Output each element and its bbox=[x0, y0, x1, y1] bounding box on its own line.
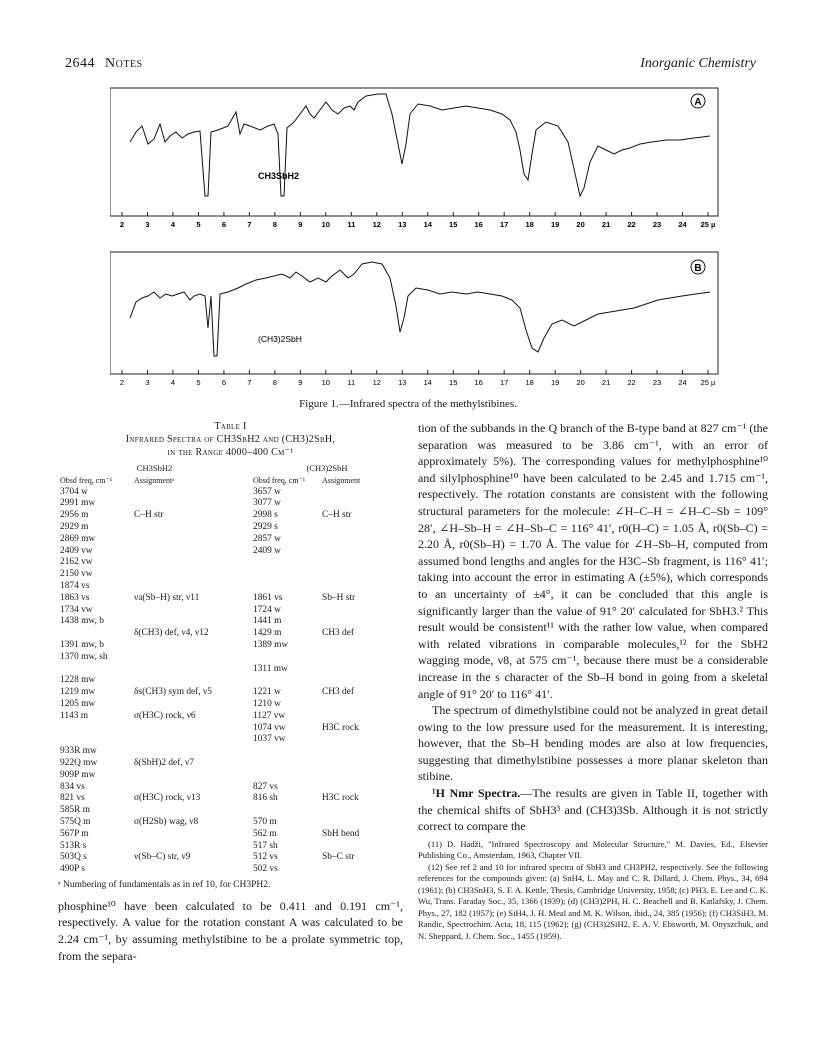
table-row bbox=[58, 605, 403, 617]
table-cell bbox=[320, 605, 403, 617]
axis-tick-label: 3 bbox=[145, 220, 150, 229]
axis-tick-label: 5 bbox=[196, 220, 201, 229]
table-cell bbox=[320, 522, 403, 534]
table-cell bbox=[251, 581, 320, 593]
table-cell bbox=[320, 805, 403, 817]
table-row bbox=[58, 841, 403, 853]
axis-tick-label: 9 bbox=[298, 220, 303, 229]
table-cell: Sb–C str bbox=[322, 852, 355, 863]
table-cell bbox=[320, 581, 403, 593]
table-cell: 567P m bbox=[60, 828, 89, 839]
axis-tick-label: 17 bbox=[500, 378, 509, 387]
section-label: Notes bbox=[105, 56, 143, 71]
table-cell: 570 m bbox=[253, 816, 277, 827]
axis-tick-label: 22 bbox=[627, 378, 636, 387]
table-row bbox=[58, 793, 403, 805]
table-body bbox=[58, 487, 403, 876]
axis-tick-label: 8 bbox=[272, 220, 277, 229]
axis-tick-label: 15 bbox=[449, 220, 458, 229]
table-row bbox=[58, 770, 403, 782]
table-cell: C–H str bbox=[134, 510, 164, 521]
table-title-block bbox=[58, 420, 403, 459]
table-cell bbox=[320, 734, 403, 746]
left-body-text: phosphine¹⁰ have been calculated to be 0.411 and 0.191 cm⁻¹, respectively. A value for the rotation constant A was calculated to be 2.24 cm⁻¹, by assuming methylstibine to be a prolate symmetric top, from the separa- bbox=[58, 898, 403, 963]
table-cell: 1391 mw, b bbox=[60, 639, 104, 650]
table-cell: H3C rock bbox=[322, 722, 359, 733]
table-cell: 1861 vs bbox=[253, 592, 283, 603]
table-cell bbox=[320, 782, 403, 794]
table-cell bbox=[251, 758, 320, 770]
table-cell: 1389 mw bbox=[253, 639, 289, 650]
table-cell bbox=[320, 569, 403, 581]
table-row bbox=[58, 711, 403, 723]
page-number-and-section bbox=[65, 56, 143, 72]
table-cell bbox=[132, 746, 251, 758]
group-label-2: (CH3)2SbH bbox=[303, 463, 350, 473]
table-cell: 2998 s bbox=[253, 510, 278, 521]
table-cell: σ(H3C) rock, ν13 bbox=[134, 793, 201, 804]
table-cell: 2869 mw bbox=[60, 533, 96, 544]
table-cell bbox=[320, 640, 403, 652]
table-cell bbox=[132, 652, 251, 664]
axis-tick-label: 3 bbox=[145, 378, 150, 387]
table-row bbox=[58, 852, 403, 864]
axis-tick-label: 7 bbox=[247, 378, 252, 387]
table-cell: 834 vs bbox=[60, 781, 85, 792]
table-cell bbox=[320, 616, 403, 628]
table-cell bbox=[132, 605, 251, 617]
table-cell: 1221 w bbox=[253, 687, 281, 698]
col-header-assign-1: Assignmentᵃ bbox=[134, 475, 175, 485]
table-cell: 503Q s bbox=[60, 852, 87, 863]
table-row bbox=[58, 734, 403, 746]
table-row bbox=[58, 664, 403, 676]
axis-tick-label: 24 bbox=[678, 220, 687, 229]
table-cell bbox=[132, 640, 251, 652]
axis-tick-label: 2 bbox=[119, 220, 125, 229]
table-cell: 2162 vw bbox=[60, 557, 93, 568]
axis-tick-label: 21 bbox=[601, 220, 611, 229]
panel-a-badge: A bbox=[694, 97, 702, 108]
panel-b-compound: (CH3)2SbH bbox=[258, 334, 302, 344]
table-column bbox=[58, 420, 403, 964]
table-row bbox=[58, 723, 403, 735]
right-column bbox=[418, 420, 768, 942]
axis-tick-label: 6 bbox=[221, 378, 226, 387]
table-cell bbox=[320, 534, 403, 546]
table-row bbox=[58, 817, 403, 829]
table-cell: 821 vs bbox=[60, 793, 85, 804]
group-header-2 bbox=[251, 461, 403, 475]
table-cell bbox=[58, 628, 132, 640]
table-cell: Sb–H str bbox=[322, 592, 356, 603]
axis-tick-label: 15 bbox=[449, 378, 458, 387]
table-cell bbox=[132, 581, 251, 593]
table-row bbox=[58, 593, 403, 605]
axis-tick-label: 2 bbox=[119, 378, 125, 387]
table-cell: 1210 w bbox=[253, 698, 281, 709]
table-cell: 1143 m bbox=[60, 710, 89, 721]
axis-tick-label: 7 bbox=[247, 220, 252, 229]
axis-tick-label: 17 bbox=[500, 220, 509, 229]
table-row bbox=[58, 616, 403, 628]
table-cell: 562 m bbox=[253, 828, 277, 839]
axis-tick-label: 9 bbox=[298, 378, 303, 387]
table-row bbox=[58, 487, 403, 499]
axis-tick-label: 4 bbox=[170, 220, 176, 229]
table-row bbox=[58, 557, 403, 569]
table-cell bbox=[132, 734, 251, 746]
table-cell bbox=[320, 699, 403, 711]
table-cell: 517 sh bbox=[253, 840, 278, 851]
table-cell bbox=[251, 805, 320, 817]
table-cell: C–H str bbox=[322, 510, 352, 521]
table-row bbox=[58, 746, 403, 758]
table-cell: 1074 vw bbox=[253, 722, 286, 733]
spectrum-b-plot bbox=[110, 248, 720, 398]
table-cell: 1205 mw bbox=[60, 698, 96, 709]
table-cell: 933R mw bbox=[60, 746, 97, 757]
table-row bbox=[58, 546, 403, 558]
table-row bbox=[58, 758, 403, 770]
table-cell bbox=[320, 487, 403, 499]
axis-tick-label: 6 bbox=[221, 220, 226, 229]
table-cell: CH3 def bbox=[322, 687, 355, 698]
panel-a-compound: CH3SbH2 bbox=[258, 171, 300, 181]
table-cell: 3704 w bbox=[60, 486, 88, 497]
table-cell bbox=[132, 534, 251, 546]
table-cell: 909P mw bbox=[60, 769, 96, 780]
axis-tick-label: 23 bbox=[652, 220, 662, 229]
table-row bbox=[58, 782, 403, 794]
axis-tick-label: 24 bbox=[678, 378, 687, 387]
col-header-freq-1: Obsd freq, cm⁻¹ bbox=[60, 475, 113, 485]
table-row bbox=[58, 569, 403, 581]
spectrum-b-ticks bbox=[120, 370, 716, 387]
table-cell: δs(CH3) sym def, ν5 bbox=[134, 687, 212, 698]
table-row bbox=[58, 675, 403, 687]
table-cell bbox=[132, 664, 251, 676]
table-cell: H3C rock bbox=[322, 793, 359, 804]
table-row bbox=[58, 699, 403, 711]
table-row bbox=[58, 628, 403, 640]
journal-name: Inorganic Chemistry bbox=[640, 56, 756, 71]
table-cell: 585R m bbox=[60, 805, 90, 816]
table-cell bbox=[132, 498, 251, 510]
table-cell bbox=[132, 841, 251, 853]
table-cell bbox=[320, 817, 403, 829]
table-cell bbox=[251, 746, 320, 758]
axis-tick-label: 13 bbox=[398, 378, 407, 387]
table-row bbox=[58, 687, 403, 699]
table-cell: 490P s bbox=[60, 864, 85, 875]
table-cell: 2929 m bbox=[60, 521, 89, 532]
table-cell: 1127 vw bbox=[253, 710, 286, 721]
table-cell bbox=[132, 805, 251, 817]
panel-b-badge: B bbox=[694, 263, 702, 274]
table-cell bbox=[320, 652, 403, 664]
axis-tick-label: 25 µ bbox=[700, 378, 716, 387]
table-cell bbox=[320, 498, 403, 510]
axis-tick-label: 19 bbox=[550, 220, 560, 229]
axis-tick-label: 12 bbox=[372, 220, 381, 229]
table-row bbox=[58, 581, 403, 593]
col-header-freq-2: Obsd freq, cm⁻¹ bbox=[253, 475, 306, 485]
table-row bbox=[58, 522, 403, 534]
table-cell bbox=[320, 546, 403, 558]
table-cell bbox=[132, 723, 251, 735]
table-cell: 2956 m bbox=[60, 510, 89, 521]
table-row bbox=[58, 805, 403, 817]
table-row bbox=[58, 534, 403, 546]
table-cell: 1429 m bbox=[253, 628, 282, 639]
references bbox=[418, 839, 768, 943]
axis-tick-label: 11 bbox=[347, 378, 356, 387]
table-cell: 513R s bbox=[60, 840, 87, 851]
col-header-assign-2: Assignment bbox=[322, 475, 361, 485]
axis-tick-label: 11 bbox=[347, 220, 356, 229]
table-row bbox=[58, 652, 403, 664]
table-cell: 1219 mw bbox=[60, 687, 96, 698]
table-cell: 922Q mw bbox=[60, 757, 98, 768]
table-cell: 1863 vs bbox=[60, 592, 90, 603]
table-cell bbox=[320, 758, 403, 770]
axis-tick-label: 20 bbox=[576, 220, 585, 229]
table-subtitle-2: in the Range 4000–400 Cm⁻¹ bbox=[167, 447, 294, 458]
table-cell bbox=[132, 557, 251, 569]
spectrum-a-trace bbox=[130, 94, 710, 196]
table-cell: νa(Sb–H) str, ν11 bbox=[134, 592, 200, 603]
table-cell bbox=[251, 557, 320, 569]
axis-tick-label: 21 bbox=[601, 378, 611, 387]
table-subtitle-1: Infrared Spectra of CH3SbH2 and (CH3)2SbH, bbox=[125, 434, 336, 445]
table-cell bbox=[251, 770, 320, 782]
table-cell bbox=[320, 711, 403, 723]
axis-tick-label: 16 bbox=[474, 220, 483, 229]
table-cell bbox=[132, 675, 251, 687]
paragraph-3 bbox=[418, 785, 768, 835]
axis-tick-label: 14 bbox=[423, 220, 432, 229]
axis-tick-label: 18 bbox=[525, 220, 534, 229]
axis-tick-label: 13 bbox=[398, 220, 407, 229]
axis-tick-label: 12 bbox=[372, 378, 381, 387]
table-cell bbox=[320, 664, 403, 676]
table-cell bbox=[320, 746, 403, 758]
table-cell: 827 vs bbox=[253, 781, 278, 792]
spectrum-a bbox=[110, 84, 720, 234]
table-cell bbox=[132, 699, 251, 711]
axis-tick-label: 10 bbox=[321, 220, 330, 229]
axis-tick-label: 10 bbox=[321, 378, 330, 387]
axis-tick-label: 14 bbox=[423, 378, 432, 387]
table-cell: 2857 w bbox=[253, 533, 281, 544]
table-cell: 575Q m bbox=[60, 816, 91, 827]
table-cell: 1724 w bbox=[253, 604, 281, 615]
table-cell: 1438 mw, b bbox=[60, 616, 104, 627]
table-cell: ν(Sb–C) str, ν9 bbox=[134, 852, 191, 863]
table-cell bbox=[132, 782, 251, 794]
nmr-heading: ¹H Nmr Spectra. bbox=[432, 786, 521, 801]
table-number: Table I bbox=[214, 421, 247, 432]
page-number: 2644 bbox=[65, 56, 95, 71]
table-cell: 2991 mw bbox=[60, 498, 96, 509]
table-cell bbox=[251, 675, 320, 687]
table-cell: 2929 s bbox=[253, 521, 278, 532]
axis-tick-label: 20 bbox=[576, 378, 585, 387]
table-cell: 502 vs bbox=[253, 864, 278, 875]
table-cell bbox=[132, 487, 251, 499]
table-cell bbox=[251, 569, 320, 581]
axis-tick-label: 23 bbox=[652, 378, 662, 387]
table-cell bbox=[132, 546, 251, 558]
nmr-text: —The results are given in Table II, together with the chemical shifts of SbH3³ and (CH3)3Sb. Although it is not strictly correct to compare the bbox=[418, 786, 768, 834]
table-row bbox=[58, 498, 403, 510]
axis-tick-label: 4 bbox=[170, 378, 176, 387]
table-cell bbox=[132, 569, 251, 581]
table-row bbox=[58, 864, 403, 876]
table-cell bbox=[320, 675, 403, 687]
axis-tick-label: 19 bbox=[550, 378, 560, 387]
paragraph-1: tion of the subbands in the Q branch of the B-type band at 827 cm⁻¹ (the separation was measured to be 3.86 cm⁻¹, with an error of approximately 5%). The corresponding values for methylphosphine¹⁰ and silylphosphine¹⁰ have been calculated to be 2.45 and 1.715 cm⁻¹, respectively. The rotation constants are consistent with the following structural parameters for the molecule: ∠H–C–H = ∠H–C–Sb = 109° 28′, ∠H–Sb–H = ∠H–Sb–C = 116° 41′, r0(H–C) = 1.05 Å, r0(Sb–C) = 2.20 Å, r0(Sb–H) = 1.70 Å. The value for ∠H–Sb–H, computed from assumed bond lengths and angles for the H3C–Sb fragment, is 116° 41′; taking into account the error in estimating A (±5%), which corresponds to an uncertainty of ±4°, it can be concluded that this angle is significantly larger than the value of 91° 20′ calculated for SbH3.² This result would be consistent¹¹ with the rather low value, when compared with related vibrations in comparable molecules,¹² for the SbH2 wagging mode, ν8, at 575 cm⁻¹, because there must be a considerable increase in the s character of the Sb–H bond in going from a skeletal angle of 91° 20′ to 116° 41′. bbox=[418, 421, 768, 701]
table-cell bbox=[132, 770, 251, 782]
table-footnote: ᵃ Numbering of fundamentals as in ref 10, for CH3PH2. bbox=[58, 879, 271, 890]
axis-tick-label: 25 µ bbox=[700, 220, 716, 229]
axis-tick-label: 5 bbox=[196, 378, 201, 387]
table-cell: 1441 m bbox=[253, 616, 282, 627]
table-cell bbox=[320, 770, 403, 782]
table-cell bbox=[58, 734, 132, 746]
table-cell: 3657 w bbox=[253, 486, 281, 497]
table-cell: 1874 vs bbox=[60, 580, 90, 591]
table-cell: σ(H3C) rock, ν6 bbox=[134, 710, 196, 721]
table-cell: 2409 vw bbox=[60, 545, 93, 556]
group-label-1: CH3SbH2 bbox=[134, 463, 175, 473]
paragraph-2: The spectrum of dimethylstibine could not be analyzed in great detail owing to the low pressure used for the measurement. It is interesting, however, that the Sb–H bending modes are also at low frequencies, suggesting that dimethylstibine possesses a more planar skeleton than stibine. bbox=[418, 703, 768, 784]
table-cell bbox=[132, 864, 251, 876]
table-cell: 2150 vw bbox=[60, 569, 93, 580]
table-row bbox=[58, 640, 403, 652]
table-cell bbox=[320, 864, 403, 876]
figure-caption: Figure 1.—Infrared spectra of the methylstibines. bbox=[299, 398, 517, 410]
axis-tick-label: 22 bbox=[627, 220, 636, 229]
table-cell: 1037 vw bbox=[253, 734, 286, 745]
table-cell: 816 sh bbox=[253, 793, 278, 804]
table-cell bbox=[132, 829, 251, 841]
spectrum-b bbox=[110, 248, 720, 398]
table-cell bbox=[320, 841, 403, 853]
reference-11: (11) D. Hadži, "Infrared Spectroscopy and Molecular Structure," M. Davies, Ed., Elsevier Publishing Co., Amsterdam, 1963, Chapter VII. bbox=[418, 838, 768, 861]
table-cell: CH3 def bbox=[322, 628, 355, 639]
spectrum-b-trace bbox=[130, 262, 710, 356]
spectrum-a-plot bbox=[110, 84, 720, 234]
table-cell: σ(H2Sb) wag, ν8 bbox=[134, 816, 199, 827]
table-cell: δ(SbH)2 def, ν7 bbox=[134, 757, 194, 768]
table-cell bbox=[251, 652, 320, 664]
table-cell: SbH bend bbox=[322, 828, 360, 839]
table-cell bbox=[58, 723, 132, 735]
table-cell: 1734 vw bbox=[60, 604, 93, 615]
spectrum-a-ticks bbox=[120, 212, 715, 229]
table-cell: 3077 w bbox=[253, 498, 281, 509]
axis-tick-label: 18 bbox=[525, 378, 534, 387]
table-cell bbox=[58, 664, 132, 676]
ir-table bbox=[58, 461, 403, 876]
reference-12: (12) See ref 2 and 10 for infrared spectra of SbH3 and CH3PH2, respectively. See the following references for the compounds given: (a) SnH4, L. May and C. R. Dillard, J. Chem. Phys., 34, 694 (1961); (b) CH3SnH3, S. F. A. Kettle, Thesis, Cambridge University, 1958; (c) PH3, E. Lee and C. K. Wu, Trans. Faraday Soc., 35, 1366 (1939); (d) (CH3)2PH, H. C. Beachell and B. Katlafsky, J. Chem. Phys., 27, 182 (1957); (e) SiH4, J. H. Meal and M. K. Wilson, ibid., 24, 385 (1956); (f) CH3SiH3, M. Randic, Spectrochim. Acta, 18, 115 (1962); (g) (CH3)2SiH2, E. A. V. Ebsworth, M. Onyszchuk, and N. Sheppard, J. Chem. Soc., 1455 (1959). bbox=[418, 861, 768, 941]
table-row bbox=[58, 510, 403, 522]
axis-tick-label: 16 bbox=[474, 378, 483, 387]
table-cell bbox=[320, 557, 403, 569]
table-cell: 2409 w bbox=[253, 545, 281, 556]
table-cell: 1311 mw bbox=[253, 663, 288, 674]
table-cell: 512 vs bbox=[253, 852, 278, 863]
table-cell: δ(CH3) def, ν4, ν12 bbox=[134, 628, 209, 639]
table-cell: 1228 mw bbox=[60, 675, 96, 686]
table-cell: 1370 mw, sh bbox=[60, 651, 108, 662]
table-row bbox=[58, 829, 403, 841]
table-cell bbox=[132, 616, 251, 628]
group-header-1 bbox=[58, 461, 251, 475]
axis-tick-label: 8 bbox=[272, 378, 277, 387]
table-cell bbox=[132, 522, 251, 534]
